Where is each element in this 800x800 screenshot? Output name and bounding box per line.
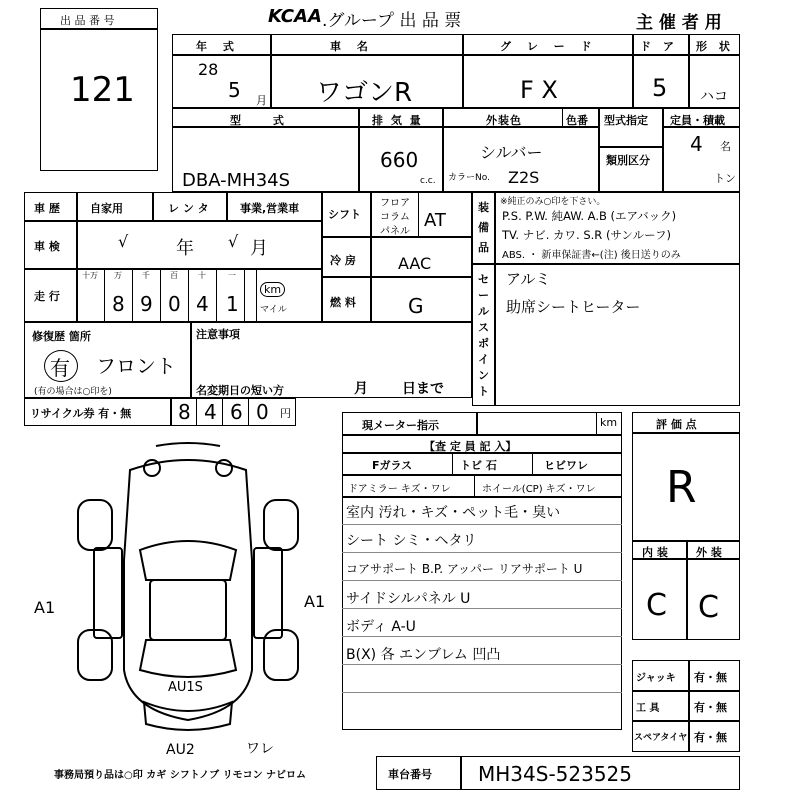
- grade-label: グ レ ー ド: [500, 40, 598, 53]
- mile-label: マイル: [260, 305, 287, 315]
- model-value: DBA-MH34S: [182, 170, 291, 191]
- deadline-label: 名変期日の短い方: [196, 384, 284, 397]
- fuel-label: 燃 料: [330, 296, 356, 309]
- damage-mark-front: AU1S: [168, 680, 203, 695]
- recycle-label: リサイクル券 有・無: [30, 407, 132, 420]
- score-value: R: [666, 462, 697, 513]
- sales-point-label: セールスポイント: [478, 273, 489, 398]
- doors-value: 5: [652, 74, 668, 102]
- class-label: 類別区分: [606, 154, 650, 167]
- damage-mark-bottom: AU2: [166, 742, 195, 758]
- mirror-label: ドアミラー キズ・ワレ: [348, 484, 451, 495]
- mileage-digit: 4: [196, 292, 209, 316]
- wheel-label: ホイール(CP) キズ・ワレ: [482, 484, 596, 495]
- vin-value: MH34S-523525: [478, 762, 633, 786]
- lot-number: 121: [70, 70, 135, 110]
- shift-floor: フロア: [380, 198, 410, 209]
- color-value: シルバー: [480, 143, 543, 162]
- damage-mark-right: A1: [304, 592, 326, 611]
- digit-unit: 万: [114, 271, 122, 280]
- header-title: .グループ 出 品 票: [322, 11, 462, 31]
- ac-value: AAC: [398, 254, 432, 273]
- inspector-title: 【査 定 員 記 入】: [424, 440, 517, 453]
- history-rental: レ ン タ: [168, 202, 209, 215]
- shift-column: コラム: [380, 212, 410, 223]
- shaken-month-mark: √: [228, 232, 239, 251]
- sales-point-2: 助席シートヒーター: [506, 298, 641, 316]
- history-private: 自家用: [90, 202, 123, 215]
- glass-crack: ヒビワレ: [544, 459, 588, 472]
- damage-mark-bottom-right: ワレ: [246, 741, 274, 757]
- history-business: 事業,営業車: [240, 202, 300, 215]
- ac-label: 冷 房: [330, 254, 356, 267]
- shaken-label: 車 検: [34, 240, 60, 253]
- spare-tire-label: スペアタイヤ: [634, 733, 688, 743]
- repair-label: 修復歴 箇所: [32, 330, 91, 343]
- glass-label: Fガラス: [372, 459, 413, 472]
- exterior-score: C: [698, 590, 719, 625]
- vin-label: 車台番号: [388, 768, 432, 781]
- cc-value: 660: [380, 148, 419, 172]
- repair-has: 有: [50, 356, 70, 380]
- digit-unit: 十万: [82, 271, 98, 280]
- capacity-unit: 名: [720, 140, 731, 153]
- meter-label: 現メーター指示: [362, 419, 439, 432]
- inspector-note: ボディ A-U: [346, 619, 416, 635]
- year-label: 年 式: [196, 40, 240, 53]
- car-damage-diagram: [70, 440, 306, 740]
- mileage-digit: 1: [226, 292, 239, 316]
- caution-label: 注意事項: [196, 328, 240, 341]
- mileage-digit: 9: [140, 292, 153, 316]
- jack-label: ジャッキ: [636, 673, 676, 684]
- shaken-year-mark: √: [118, 232, 129, 251]
- jack-value: 有・無: [694, 671, 727, 684]
- lot-number-label: 出 品 番 号: [60, 14, 115, 27]
- tools-label: 工 具: [636, 703, 660, 714]
- inspector-note: シート シミ・ヘタリ: [346, 533, 477, 549]
- inspector-note: B(X) 各 エンブレム 凹凸: [346, 647, 501, 663]
- spare-tire-value: 有・無: [694, 731, 727, 744]
- recycle-unit: 円: [280, 407, 291, 420]
- color-no-label: 色番: [566, 114, 588, 127]
- deadline-day: 日まで: [402, 381, 444, 397]
- month-value: 5: [228, 78, 241, 102]
- digit-unit: 十: [198, 271, 206, 280]
- load-unit: トン: [714, 172, 736, 185]
- inspector-note: コアサポート B.P. アッパー リアサポート U: [346, 562, 583, 576]
- cc-unit: c.c.: [420, 176, 436, 186]
- shift-panel: パネル: [380, 226, 410, 237]
- inspector-note: 室内 汚れ・キズ・ペット毛・臭い: [346, 505, 561, 521]
- month-unit: 月: [256, 94, 267, 107]
- score-label: 評 価 点: [656, 418, 697, 431]
- recycle-digit: 0: [256, 400, 269, 424]
- door-label: ド ア: [640, 40, 678, 53]
- fuel-value: G: [408, 294, 424, 318]
- color-code-label: カラーNo.: [448, 173, 490, 183]
- mileage-digit: 8: [112, 292, 125, 316]
- equipment-line-3: ABS. ・ 新車保証書←(注) 後日送りのみ: [502, 250, 681, 261]
- car-name-value: ワゴンR: [316, 78, 413, 108]
- interior-score: C: [646, 588, 667, 623]
- footer-note: 事務局預り品は○印 カギ シフトノブ リモコン ナビロム: [54, 770, 307, 781]
- meter-unit: km: [600, 416, 618, 429]
- year-value: 28: [198, 60, 219, 79]
- sales-point-1: アルミ: [506, 270, 551, 288]
- shaken-month-unit: 月: [250, 238, 268, 259]
- shift-label: シフト: [328, 208, 361, 221]
- recycle-digit: 4: [204, 400, 217, 424]
- color-label: 外装色: [486, 114, 522, 127]
- digit-unit: 百: [170, 271, 178, 280]
- cc-label: 排 気 量: [372, 114, 423, 127]
- shape-value: ハコ: [700, 89, 728, 105]
- repair-note: (有の場合は○印を): [34, 387, 112, 397]
- inspector-note: サイドシルパネル U: [346, 591, 471, 607]
- repair-location: フロント: [96, 354, 176, 378]
- interior-label: 内 装: [642, 546, 668, 559]
- capacity-value: 4: [690, 132, 703, 156]
- model-label: 型 式: [230, 114, 298, 127]
- tools-value: 有・無: [694, 701, 727, 714]
- type-spec-label: 型式指定: [604, 114, 648, 127]
- shaken-year-unit: 年: [176, 238, 194, 259]
- recycle-digit: 6: [230, 400, 243, 424]
- capacity-label: 定員・積載: [670, 114, 725, 127]
- header-role: 主 催 者 用: [636, 13, 722, 33]
- history-label: 車 歴: [34, 202, 60, 215]
- color-code-value: Z2S: [508, 168, 540, 187]
- header-logo: KCAA: [268, 6, 322, 27]
- recycle-digit: 8: [178, 400, 191, 424]
- shift-value: AT: [424, 210, 446, 231]
- exterior-label: 外 装: [696, 546, 722, 559]
- equipment-label: 装 備 品: [478, 201, 489, 254]
- digit-unit: 一: [228, 271, 236, 280]
- equipment-line-2: TV. ナビ. カワ. S.R (サンルーフ): [502, 228, 671, 242]
- digit-unit: 千: [142, 271, 150, 280]
- glass-chip: トビ 石: [460, 459, 497, 472]
- km-label: km: [260, 282, 285, 297]
- equipment-note: ※純正のみ○印を下さい。: [500, 197, 606, 207]
- damage-mark-left: A1: [34, 598, 56, 617]
- mileage-digit: 0: [168, 292, 181, 316]
- shape-label: 形 状: [696, 40, 734, 53]
- equipment-line-1: P.S. P.W. 純AW. A.B (エアバック): [502, 209, 677, 223]
- mileage-label: 走 行: [34, 290, 60, 303]
- deadline-month: 月: [354, 381, 368, 397]
- car-name-label: 車 名: [330, 40, 374, 53]
- grade-value: F X: [520, 76, 558, 104]
